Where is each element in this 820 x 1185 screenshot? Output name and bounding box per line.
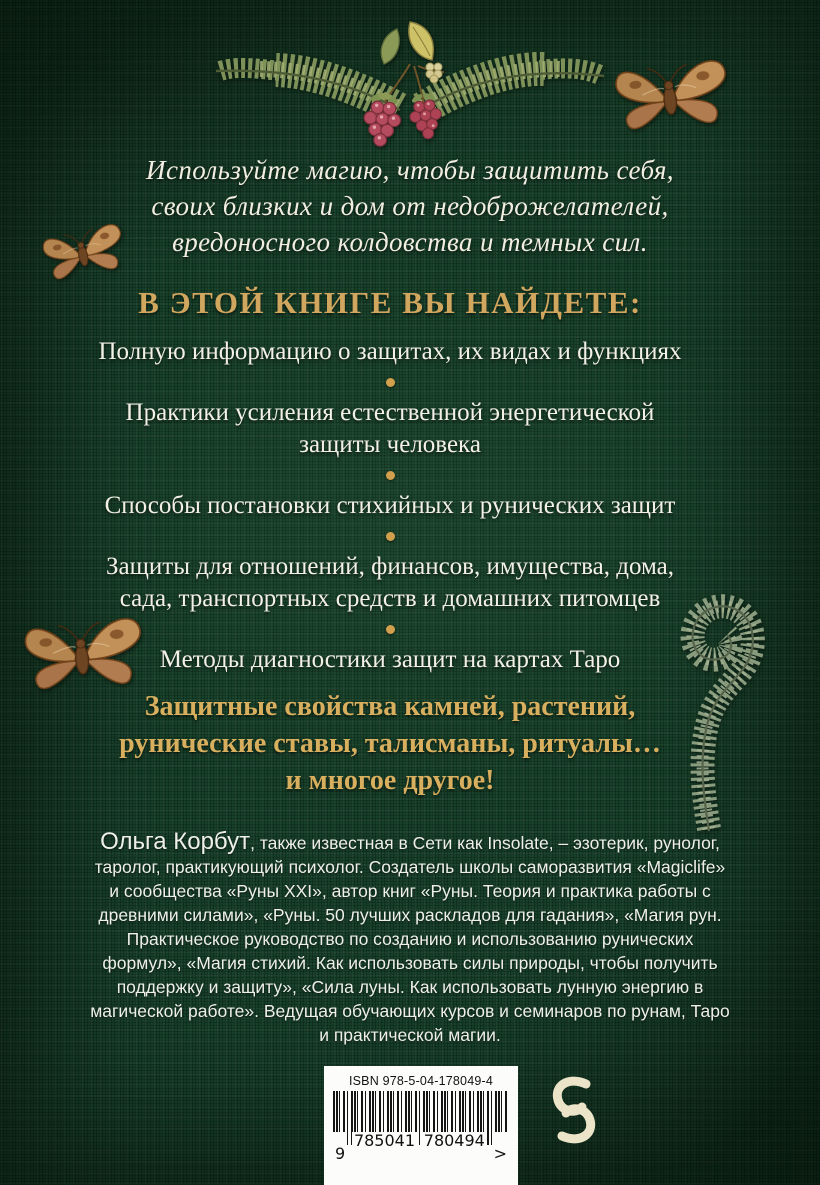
highlight-line: и многое другое! bbox=[285, 765, 495, 796]
publisher-logo-icon bbox=[548, 1074, 600, 1146]
author-name: Ольга Корбут bbox=[100, 827, 251, 855]
moth-icon bbox=[607, 42, 739, 154]
list-item: Методы диагностики защит на картах Таро bbox=[159, 646, 621, 673]
separator-dot-icon bbox=[386, 378, 395, 387]
list-item: Практики усиления естественной энергетической защиты человека bbox=[125, 399, 655, 458]
barcode-digit-lead: 9 bbox=[333, 1132, 347, 1162]
isbn-label: ISBN 978-5-04-178049-4 bbox=[348, 1074, 494, 1088]
barcode-trail-char: > bbox=[492, 1132, 509, 1162]
list-item: Защиты для отношений, финансов, имущества, дома, сада, транспортных средств и домашних питомцев bbox=[106, 553, 674, 612]
separator-dot-icon bbox=[386, 471, 395, 480]
author-bio-text: , также известная в Сети как Insolate, – эзотерик, рунолог, таролог, практикующий психолог. Создатель школы саморазвития «Magiclife» и сообщества «Руны XXI», автор книг «Руны. Теория и практика работы с древними силами», «Руны. 50 лучших раскладов для гадания», «Магия рун. Практическое руководство по созданию и использованию рунических формул», «Магия стихий. Как использовать силы природы, чтобы получить поддержку и защиту», «Сила луны. Как использовать лунную энергию в магической работе». Ведущая обучающих курсов и семинаров по рунам, Таро и практической магии. bbox=[90, 832, 730, 1045]
intro-line: Используйте магию, чтобы защитить себя, bbox=[146, 155, 674, 185]
highlight-line: Защитные свойства камней, растений, bbox=[144, 691, 636, 722]
barcode-digits bbox=[333, 1132, 509, 1162]
separator-dot-icon bbox=[386, 532, 395, 541]
barcode bbox=[324, 1066, 518, 1185]
highlight-text bbox=[0, 688, 780, 799]
intro-line: своих близких и дом от недоброжелателей, bbox=[151, 191, 669, 221]
barcode-digit-group: 785041 bbox=[353, 1131, 416, 1150]
list-item: Полную информацию о защитах, их видах и функциях bbox=[98, 338, 682, 365]
barcode-digit-group: 780494 bbox=[423, 1131, 485, 1150]
list-item: Способы постановки стихийных и рунических защит bbox=[104, 492, 676, 519]
features-list bbox=[0, 336, 780, 676]
separator-dot-icon bbox=[386, 625, 395, 634]
intro-quote bbox=[0, 152, 820, 260]
intro-line: вредоносного колдовства и темных сил. bbox=[172, 227, 648, 257]
author-bio bbox=[88, 827, 732, 1047]
fern-raspberry-ornament-icon bbox=[200, 14, 620, 159]
section-heading: В ЭТОЙ КНИГЕ ВЫ НАЙДЕТЕ: bbox=[138, 285, 642, 320]
highlight-line: рунические ставы, талисманы, ритуалы… bbox=[119, 728, 661, 759]
